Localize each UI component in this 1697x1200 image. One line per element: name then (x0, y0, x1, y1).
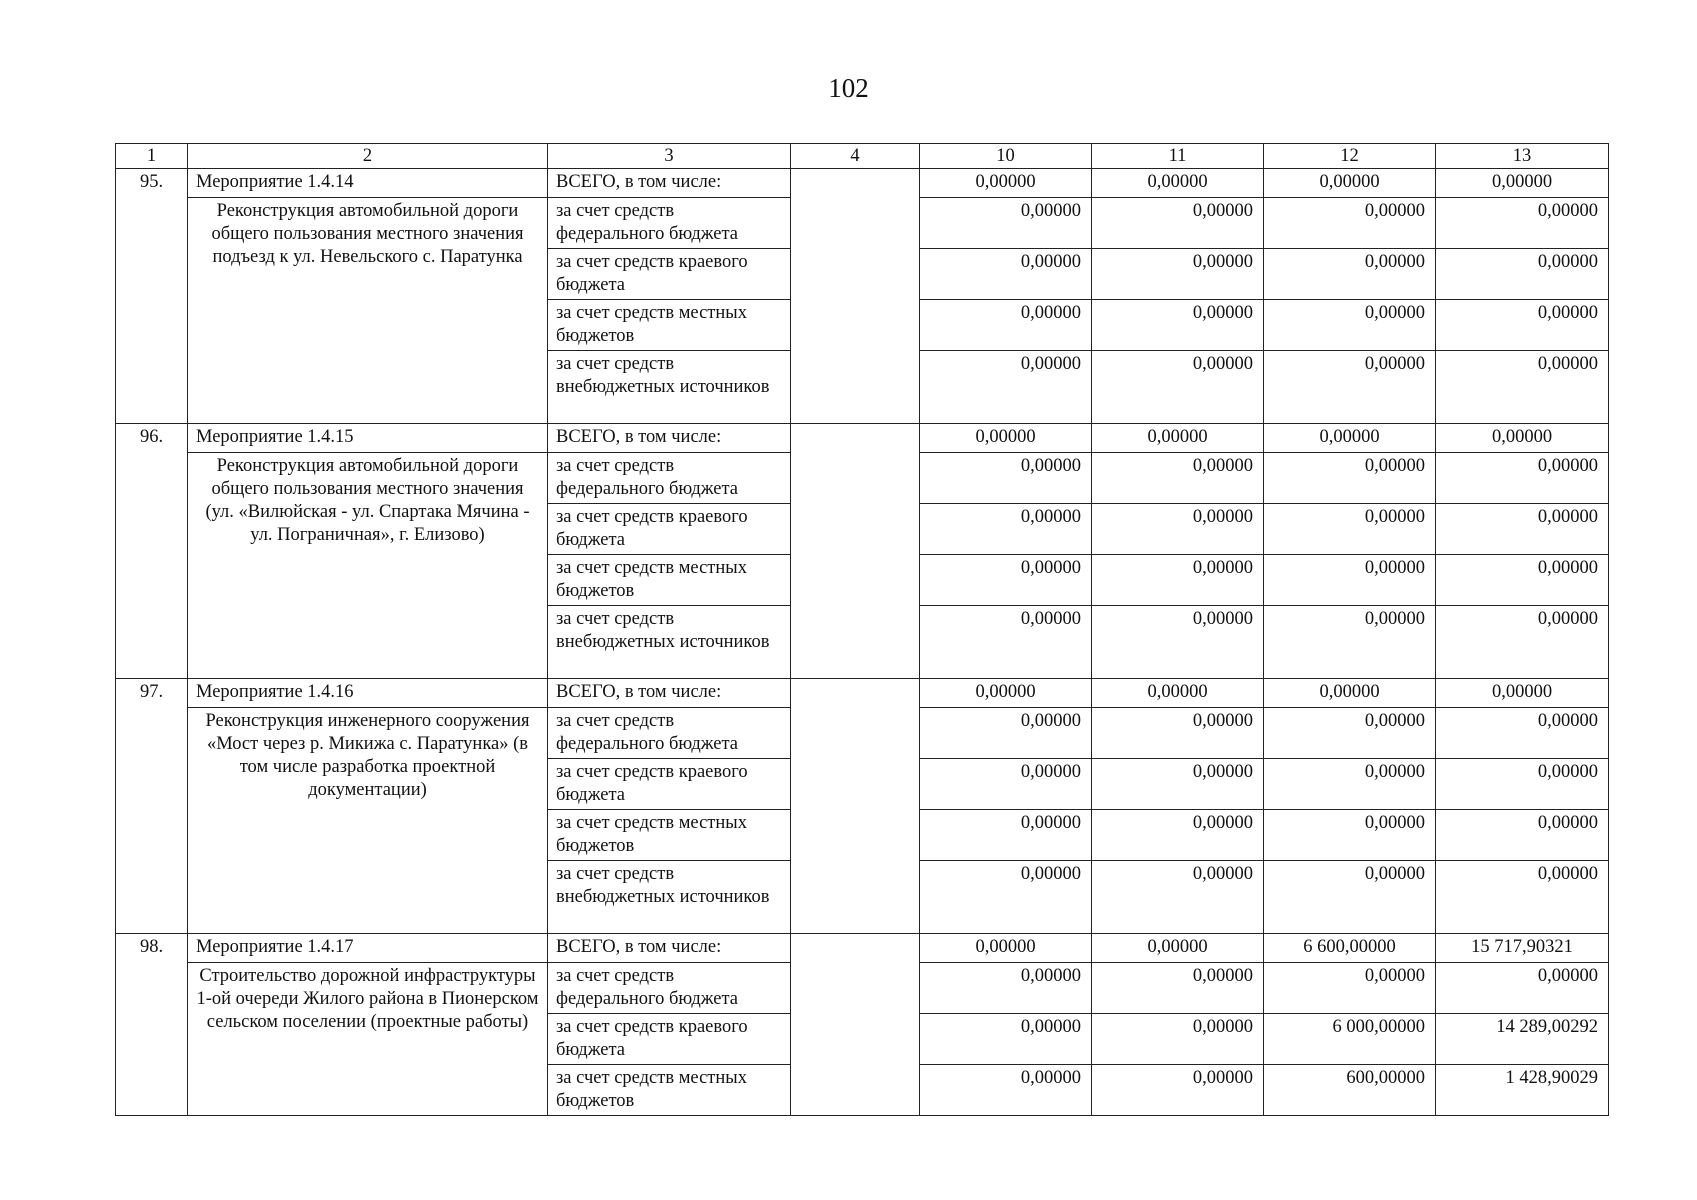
source-value: 0,00000 (1264, 351, 1436, 424)
page-number: 102 (828, 73, 869, 103)
funding-source-label: за счет средств местных бюджетов (548, 1065, 791, 1116)
column-header: 13 (1436, 144, 1609, 169)
source-value: 0,00000 (1264, 453, 1436, 504)
total-value: 0,00000 (1264, 679, 1436, 708)
source-value: 0,00000 (1264, 555, 1436, 606)
source-value: 0,00000 (1264, 300, 1436, 351)
total-value: 0,00000 (1092, 679, 1264, 708)
entry-number: 98. (116, 934, 188, 1116)
source-value: 0,00000 (1436, 504, 1609, 555)
funding-source-label: за счет средств внебюджетных источников (548, 861, 791, 934)
source-value: 0,00000 (1436, 759, 1609, 810)
funding-source-label: за счет средств федерального бюджета (548, 198, 791, 249)
source-value: 0,00000 (1092, 963, 1264, 1014)
funding-source-label: ВСЕГО, в том числе: (548, 679, 791, 708)
source-value: 0,00000 (1092, 555, 1264, 606)
source-value: 14 289,00292 (1436, 1014, 1609, 1065)
source-value: 0,00000 (920, 606, 1092, 679)
total-value: 0,00000 (1436, 424, 1609, 453)
source-value: 0,00000 (1092, 504, 1264, 555)
total-value: 0,00000 (920, 424, 1092, 453)
entry-total-row (116, 424, 1609, 453)
source-value: 0,00000 (1092, 861, 1264, 934)
total-value: 0,00000 (1264, 169, 1436, 198)
funding-source-label: за счет средств федерального бюджета (548, 453, 791, 504)
source-value: 0,00000 (1092, 810, 1264, 861)
source-value: 0,00000 (1436, 555, 1609, 606)
entry-title: Мероприятие 1.4.17 (188, 934, 548, 963)
column-header-row (116, 144, 1609, 169)
funding-source-label: за счет средств местных бюджетов (548, 810, 791, 861)
funding-source-label: ВСЕГО, в том числе: (548, 424, 791, 453)
entry-total-row (116, 679, 1609, 708)
entry-number: 97. (116, 679, 188, 934)
source-value: 0,00000 (1092, 453, 1264, 504)
source-value: 0,00000 (1092, 249, 1264, 300)
source-value: 0,00000 (920, 759, 1092, 810)
source-value: 6 000,00000 (1264, 1014, 1436, 1065)
source-value: 0,00000 (1264, 963, 1436, 1014)
source-value: 0,00000 (920, 555, 1092, 606)
total-value: 0,00000 (1436, 679, 1609, 708)
entry-description: Строительство дорожной инфраструктуры 1-ой очереди Жилого района в Пионерском сельском поселении (проектные работы) (188, 963, 548, 1116)
funding-source-label: за счет средств внебюджетных источников (548, 606, 791, 679)
total-value: 0,00000 (1436, 169, 1609, 198)
funding-source-label: за счет средств краевого бюджета (548, 1014, 791, 1065)
source-value: 0,00000 (920, 504, 1092, 555)
source-value: 0,00000 (1264, 606, 1436, 679)
source-value: 0,00000 (1264, 504, 1436, 555)
total-value: 0,00000 (1092, 424, 1264, 453)
entry-number: 96. (116, 424, 188, 679)
source-value: 0,00000 (920, 861, 1092, 934)
source-value: 0,00000 (1092, 759, 1264, 810)
funding-source-label: за счет средств местных бюджетов (548, 555, 791, 606)
total-value: 0,00000 (1264, 424, 1436, 453)
budget-table (115, 143, 1609, 1116)
source-value: 0,00000 (1436, 300, 1609, 351)
source-value: 0,00000 (920, 708, 1092, 759)
column-header: 1 (116, 144, 188, 169)
source-value: 0,00000 (920, 351, 1092, 424)
source-value: 0,00000 (920, 249, 1092, 300)
column-4-cell (791, 679, 920, 934)
column-header: 4 (791, 144, 920, 169)
source-value: 0,00000 (920, 963, 1092, 1014)
entry-total-row (116, 934, 1609, 963)
column-header: 10 (920, 144, 1092, 169)
column-header: 3 (548, 144, 791, 169)
total-value: 0,00000 (1092, 169, 1264, 198)
funding-source-label: за счет средств местных бюджетов (548, 300, 791, 351)
source-value: 0,00000 (920, 810, 1092, 861)
source-value: 0,00000 (1092, 198, 1264, 249)
entry-title: Мероприятие 1.4.15 (188, 424, 548, 453)
entry-total-row (116, 169, 1609, 198)
funding-source-label: за счет средств краевого бюджета (548, 504, 791, 555)
total-value: 0,00000 (1092, 934, 1264, 963)
source-value: 1 428,90029 (1436, 1065, 1609, 1116)
source-value: 0,00000 (1092, 1065, 1264, 1116)
source-value: 600,00000 (1264, 1065, 1436, 1116)
source-value: 0,00000 (1264, 249, 1436, 300)
total-value: 0,00000 (920, 934, 1092, 963)
total-value: 15 717,90321 (1436, 934, 1609, 963)
column-4-cell (791, 424, 920, 679)
column-4-cell (791, 169, 920, 424)
source-value: 0,00000 (1436, 606, 1609, 679)
source-value: 0,00000 (1092, 708, 1264, 759)
source-value: 0,00000 (1436, 810, 1609, 861)
source-value: 0,00000 (1436, 861, 1609, 934)
source-value: 0,00000 (1436, 351, 1609, 424)
source-value: 0,00000 (1436, 708, 1609, 759)
column-header: 2 (188, 144, 548, 169)
entry-description: Реконструкция инженерного сооружения «Мост через р. Микижа с. Паратунка» (в том числе разработка проектной документации) (188, 708, 548, 934)
total-value: 0,00000 (920, 169, 1092, 198)
funding-source-label: ВСЕГО, в том числе: (548, 169, 791, 198)
funding-source-label: за счет средств федерального бюджета (548, 963, 791, 1014)
total-value: 6 600,00000 (1264, 934, 1436, 963)
column-header: 12 (1264, 144, 1436, 169)
source-value: 0,00000 (1436, 453, 1609, 504)
source-value: 0,00000 (1264, 861, 1436, 934)
source-value: 0,00000 (1264, 198, 1436, 249)
column-4-cell (791, 934, 920, 1116)
source-value: 0,00000 (920, 1065, 1092, 1116)
entry-title: Мероприятие 1.4.16 (188, 679, 548, 708)
funding-source-label: ВСЕГО, в том числе: (548, 934, 791, 963)
total-value: 0,00000 (920, 679, 1092, 708)
source-value: 0,00000 (1436, 249, 1609, 300)
source-value: 0,00000 (1092, 1014, 1264, 1065)
source-value: 0,00000 (920, 453, 1092, 504)
source-value: 0,00000 (1264, 759, 1436, 810)
source-value: 0,00000 (1264, 708, 1436, 759)
source-value: 0,00000 (1092, 300, 1264, 351)
entry-number: 95. (116, 169, 188, 424)
funding-source-label: за счет средств краевого бюджета (548, 759, 791, 810)
column-header: 11 (1092, 144, 1264, 169)
source-value: 0,00000 (1436, 963, 1609, 1014)
funding-source-label: за счет средств краевого бюджета (548, 249, 791, 300)
source-value: 0,00000 (920, 1014, 1092, 1065)
entry-description: Реконструкция автомобильной дороги общего пользования местного значения (ул. «Вилюйская - ул. Спартака Мячина - ул. Пограничная», г. Елизово) (188, 453, 548, 679)
source-value: 0,00000 (1264, 810, 1436, 861)
source-value: 0,00000 (1436, 198, 1609, 249)
funding-source-label: за счет средств внебюджетных источников (548, 351, 791, 424)
table-body (116, 144, 1609, 1116)
entry-description: Реконструкция автомобильной дороги общего пользования местного значения подъезд к ул. Невельского с. Паратунка (188, 198, 548, 424)
entry-title: Мероприятие 1.4.14 (188, 169, 548, 198)
source-value: 0,00000 (1092, 606, 1264, 679)
funding-source-label: за счет средств федерального бюджета (548, 708, 791, 759)
source-value: 0,00000 (920, 300, 1092, 351)
source-value: 0,00000 (920, 198, 1092, 249)
source-value: 0,00000 (1092, 351, 1264, 424)
